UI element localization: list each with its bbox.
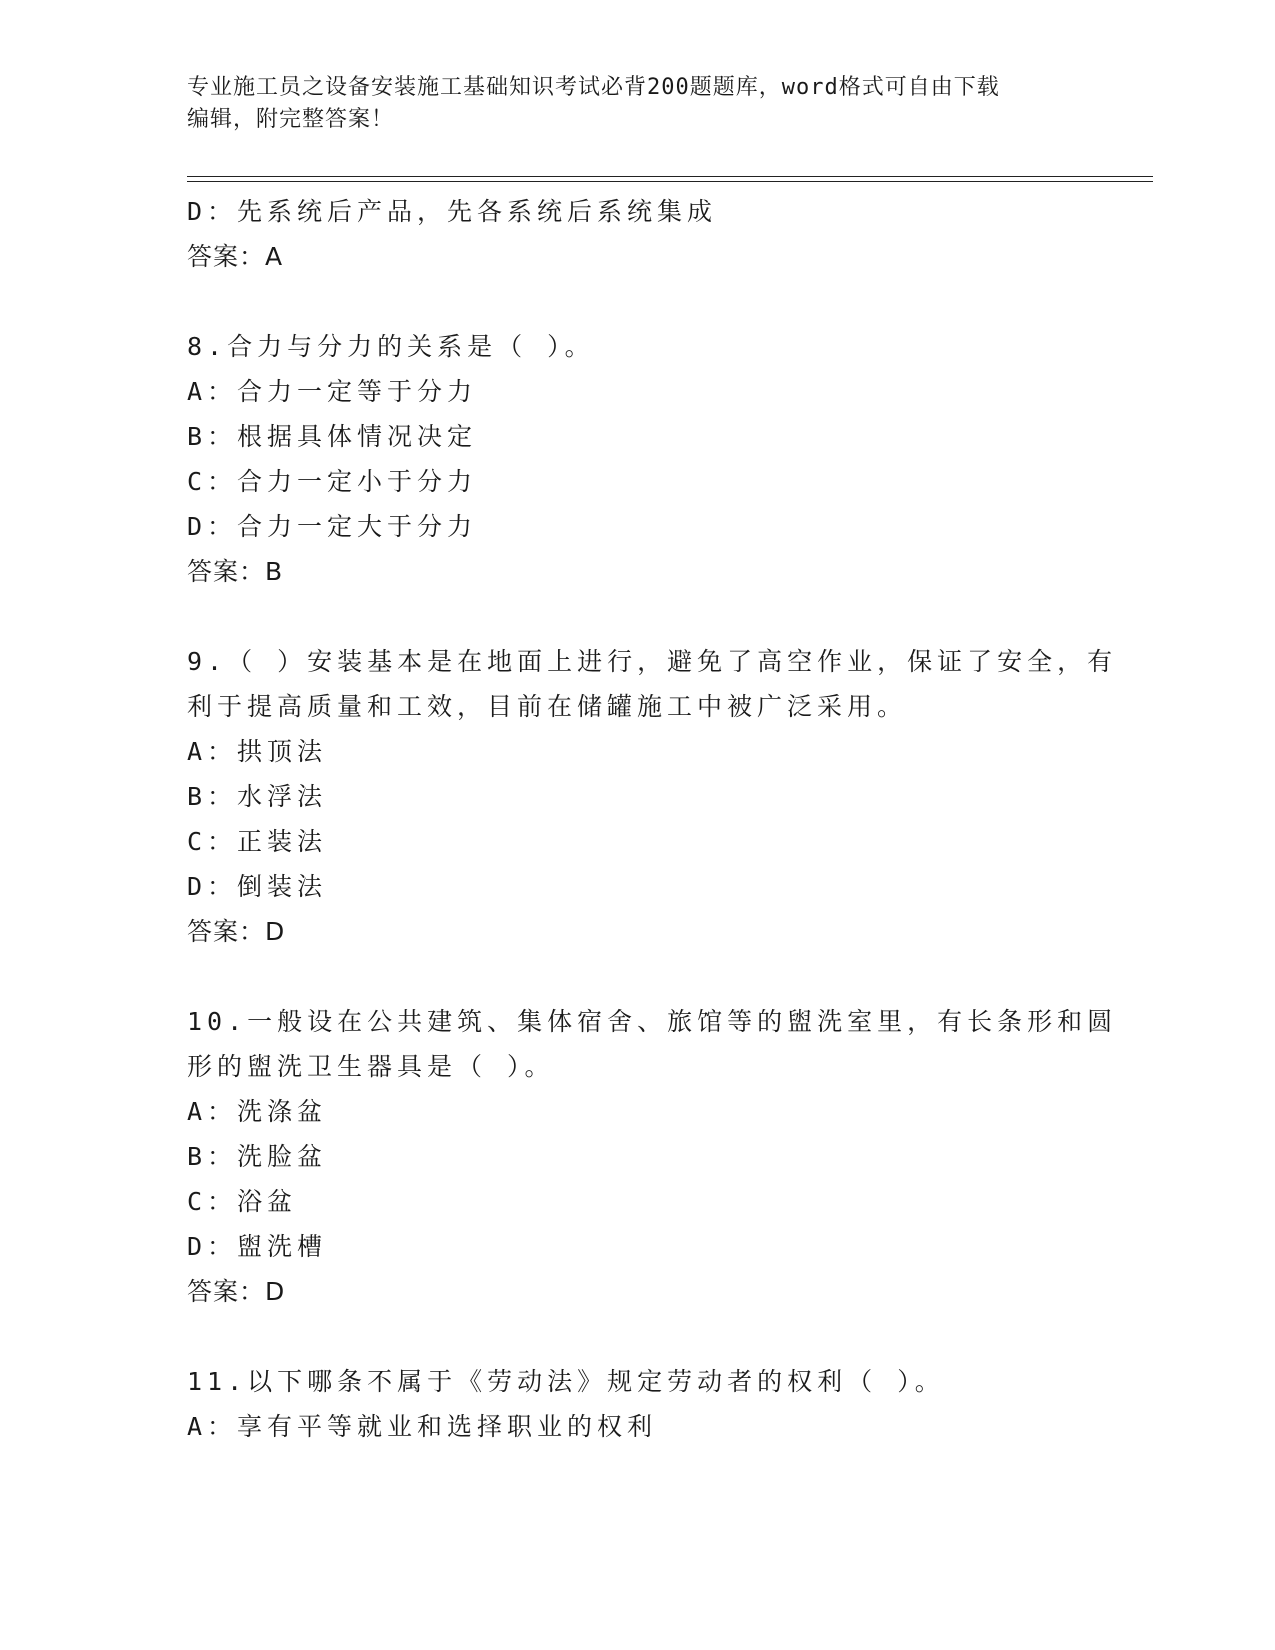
question-stem-line-2: 形的盥洗卫生器具是（ ）。 (187, 1052, 555, 1081)
option-a: A：享有平等就业和选择职业的权利 (187, 1412, 658, 1441)
question-8 (187, 324, 1087, 594)
option-d: D：合力一定大于分力 (187, 512, 478, 541)
answer-line: 答案：A (187, 242, 284, 271)
option-c: C：浴盆 (187, 1187, 298, 1216)
option-b: B：洗脸盆 (187, 1142, 328, 1171)
answer-line: 答案：D (187, 1277, 286, 1306)
question-stem-line-1: 10.一般设在公共建筑、集体宿舍、旅馆等的盥洗室里，有长条形和圆 (187, 1007, 1118, 1036)
spacer (187, 594, 1087, 639)
option-a: A：合力一定等于分力 (187, 377, 478, 406)
answer-line: 答案：D (187, 917, 286, 946)
header-line-1: 专业施工员之设备安装施工基础知识考试必背200题题库，word格式可自由下载 (187, 75, 1000, 100)
option-d: D：先系统后产品，先各系统后系统集成 (187, 197, 718, 226)
header-line-2: 编辑，附完整答案！ (187, 107, 395, 132)
option-d: D：盥洗槽 (187, 1232, 328, 1261)
question-stem: 8.合力与分力的关系是（ ）。 (187, 332, 595, 361)
document-header (187, 72, 1087, 136)
question-stem-line-2: 利于提高质量和工效，目前在储罐施工中被广泛采用。 (187, 692, 908, 721)
option-d: D：倒装法 (187, 872, 328, 901)
question-list (187, 189, 1118, 1449)
answer-line: 答案：B (187, 557, 284, 586)
spacer (187, 954, 1087, 999)
question-stem: 11.以下哪条不属于《劳动法》规定劳动者的权利（ ）。 (187, 1367, 945, 1396)
option-b: B：根据具体情况决定 (187, 422, 478, 451)
option-c: C：合力一定小于分力 (187, 467, 478, 496)
question-9 (187, 639, 1118, 954)
header-divider-top (187, 176, 1153, 177)
option-a: A：洗涤盆 (187, 1097, 328, 1126)
option-b: B：水浮法 (187, 782, 328, 811)
spacer (187, 279, 1087, 324)
question-11 (187, 1359, 1087, 1449)
question-7-tail (187, 189, 1087, 279)
header-divider-bottom (187, 181, 1153, 182)
question-10 (187, 999, 1118, 1314)
option-a: A：拱顶法 (187, 737, 328, 766)
option-c: C：正装法 (187, 827, 328, 856)
question-stem-line-1: 9.（ ）安装基本是在地面上进行，避免了高空作业，保证了安全，有 (187, 647, 1118, 676)
spacer (187, 1314, 1087, 1359)
